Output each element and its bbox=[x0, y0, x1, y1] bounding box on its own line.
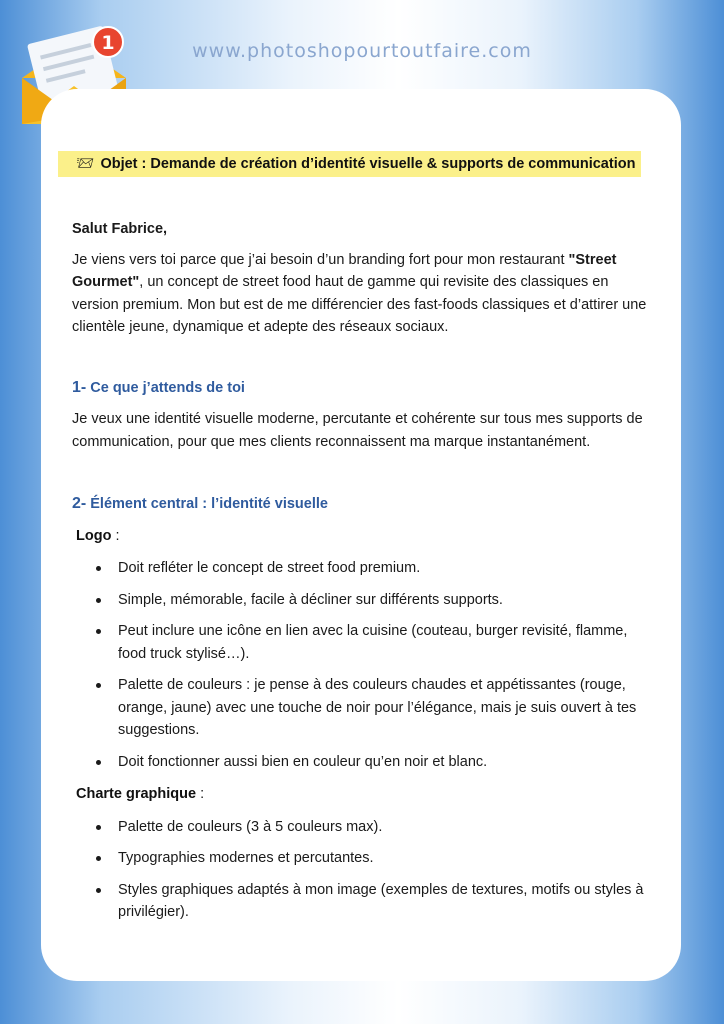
list-item: Styles graphiques adaptés à mon image (exemples de textures, motifs ou styles à privilégier). bbox=[72, 879, 652, 924]
section2-title: Élément central : l’identité visuelle bbox=[90, 496, 328, 512]
list-item: Simple, mémorable, facile à décliner sur différents supports. bbox=[72, 589, 652, 612]
charte-label-suffix: : bbox=[196, 786, 205, 802]
section1-text: Je veux une identité visuelle moderne, percutante et cohérente sur tous mes supports de communication, pour que mes clients reconnaissent ma marque instantanément. bbox=[72, 411, 643, 450]
brand-name: "Street Gourmet" bbox=[72, 251, 617, 290]
notification-count: 1 bbox=[101, 32, 115, 54]
list-item: Palette de couleurs : je pense à des couleurs chaudes et appétissantes (rouge, orange, jaune) avec une touche de noir pour l’élégance, mais je suis ouvert à tes suggestions. bbox=[72, 674, 652, 742]
letter-body bbox=[72, 218, 652, 934]
greeting: Salut Fabrice, bbox=[72, 221, 168, 237]
site-url: www.photoshopourtoutfaire.com bbox=[192, 40, 532, 62]
charte-label-text: Charte graphique bbox=[76, 786, 197, 802]
logo-label bbox=[76, 525, 652, 548]
section1-title: Ce que j’attends de toi bbox=[90, 379, 245, 396]
list-item: Doit fonctionner aussi bien en couleur qu’en noir et blanc. bbox=[72, 751, 652, 774]
list-item: Typographies modernes et percutantes. bbox=[72, 847, 652, 870]
logo-list bbox=[72, 557, 652, 773]
subject-bar bbox=[58, 151, 641, 177]
logo-label-suffix: : bbox=[111, 527, 120, 544]
section2-number: 2- bbox=[72, 495, 87, 512]
intro-after: , un concept de street food haut de gamme qui revisite des classiques en version premium. Mon but est de me différencier des fast-foods classiques et d’attirer une clientèle jeune, dynamique et adepte des réseaux sociaux. bbox=[72, 274, 647, 335]
subject-text: Objet : Demande de création d’identité visuelle & supports de communication bbox=[100, 156, 636, 172]
envelope-icon: 📨︎ bbox=[76, 156, 95, 172]
intro-paragraph bbox=[72, 249, 652, 339]
charte-list bbox=[72, 816, 652, 924]
logo-label-text: Logo bbox=[76, 527, 112, 544]
list-item: Peut inclure une icône en lien avec la cuisine (couteau, burger revisité, flamme, food truck stylisé…). bbox=[72, 620, 652, 665]
list-item: Palette de couleurs (3 à 5 couleurs max). bbox=[72, 816, 652, 839]
intro-before: Je viens vers toi parce que j’ai besoin d’un branding fort pour mon restaurant bbox=[72, 251, 569, 268]
section2-heading bbox=[72, 493, 652, 516]
section1-heading bbox=[72, 377, 652, 400]
charte-label bbox=[76, 783, 652, 806]
list-item: Doit refléter le concept de street food premium. bbox=[72, 557, 652, 580]
section1-number: 1- bbox=[72, 378, 87, 396]
